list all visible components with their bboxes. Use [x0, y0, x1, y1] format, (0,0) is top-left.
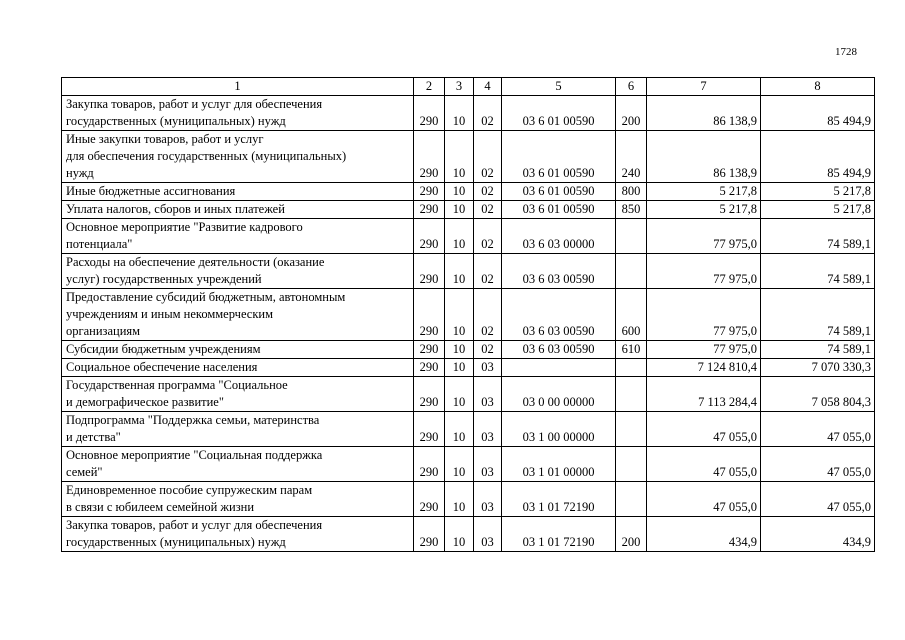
row-col-4: 03 [474, 447, 502, 482]
row-name: Расходы на обеспечение деятельности (оказание услуг) государственных учреждений [62, 254, 414, 289]
row-col-7: 86 138,9 [647, 96, 761, 131]
row-col-3: 10 [445, 359, 474, 377]
row-col-4: 02 [474, 131, 502, 183]
row-col-5: 03 1 01 00000 [502, 447, 616, 482]
row-col-2: 290 [414, 341, 445, 359]
row-name: Основное мероприятие "Развитие кадрового потенциала" [62, 219, 414, 254]
row-name: Уплата налогов, сборов и иных платежей [62, 201, 414, 219]
row-col-6: 200 [616, 96, 647, 131]
row-col-6: 600 [616, 289, 647, 341]
row-col-8: 5 217,8 [761, 201, 875, 219]
row-col-3: 10 [445, 131, 474, 183]
table-row [62, 377, 875, 412]
header-col-8: 8 [761, 78, 875, 96]
row-col-7: 77 975,0 [647, 341, 761, 359]
row-col-3: 10 [445, 517, 474, 552]
row-col-7: 77 975,0 [647, 254, 761, 289]
row-name: Социальное обеспечение населения [62, 359, 414, 377]
row-col-3: 10 [445, 219, 474, 254]
row-col-3: 10 [445, 201, 474, 219]
row-col-6: 800 [616, 183, 647, 201]
row-col-7: 47 055,0 [647, 412, 761, 447]
row-col-6: 200 [616, 517, 647, 552]
row-col-6 [616, 377, 647, 412]
row-col-4: 02 [474, 254, 502, 289]
row-col-6 [616, 447, 647, 482]
row-name: Закупка товаров, работ и услуг для обеспечения государственных (муниципальных) нужд [62, 96, 414, 131]
row-col-2: 290 [414, 131, 445, 183]
row-col-3: 10 [445, 482, 474, 517]
row-col-4: 03 [474, 517, 502, 552]
row-col-5: 03 6 03 00590 [502, 254, 616, 289]
row-col-4: 03 [474, 412, 502, 447]
row-name: Основное мероприятие "Социальная поддержка семей" [62, 447, 414, 482]
row-col-7: 434,9 [647, 517, 761, 552]
row-col-7: 47 055,0 [647, 447, 761, 482]
row-col-8: 7 070 330,3 [761, 359, 875, 377]
table-row [62, 289, 875, 341]
table-row [62, 131, 875, 183]
row-col-2: 290 [414, 289, 445, 341]
row-col-3: 10 [445, 254, 474, 289]
row-col-5: 03 0 00 00000 [502, 377, 616, 412]
row-col-5: 03 6 03 00590 [502, 289, 616, 341]
row-col-6: 850 [616, 201, 647, 219]
row-col-4: 03 [474, 377, 502, 412]
row-col-8: 47 055,0 [761, 482, 875, 517]
row-col-5: 03 6 01 00590 [502, 96, 616, 131]
header-col-4: 4 [474, 78, 502, 96]
row-col-2: 290 [414, 447, 445, 482]
row-name: Иные бюджетные ассигнования [62, 183, 414, 201]
row-col-5: 03 6 01 00590 [502, 131, 616, 183]
row-col-6 [616, 219, 647, 254]
row-col-3: 10 [445, 447, 474, 482]
row-col-5: 03 1 01 72190 [502, 482, 616, 517]
row-col-6 [616, 482, 647, 517]
row-col-4: 02 [474, 96, 502, 131]
row-col-3: 10 [445, 377, 474, 412]
row-col-4: 02 [474, 289, 502, 341]
row-col-6 [616, 254, 647, 289]
row-col-4: 02 [474, 201, 502, 219]
table-row [62, 219, 875, 254]
table-row [62, 254, 875, 289]
row-col-3: 10 [445, 183, 474, 201]
header-col-5: 5 [502, 78, 616, 96]
row-col-8: 47 055,0 [761, 412, 875, 447]
row-col-8: 74 589,1 [761, 254, 875, 289]
row-name: Подпрограмма "Поддержка семьи, материнства и детства" [62, 412, 414, 447]
table-row [62, 412, 875, 447]
row-col-8: 434,9 [761, 517, 875, 552]
row-col-8: 85 494,9 [761, 96, 875, 131]
table-row [62, 447, 875, 482]
table-row [62, 96, 875, 131]
row-col-6: 610 [616, 341, 647, 359]
row-col-6 [616, 359, 647, 377]
row-col-4: 02 [474, 183, 502, 201]
table-row [62, 517, 875, 552]
row-col-6 [616, 412, 647, 447]
header-col-6: 6 [616, 78, 647, 96]
row-col-5: 03 6 01 00590 [502, 183, 616, 201]
row-name: Единовременное пособие супружеским парам в связи с юбилеем семейной жизни [62, 482, 414, 517]
row-col-2: 290 [414, 96, 445, 131]
row-name: Государственная программа "Социальное и демографическое развитие" [62, 377, 414, 412]
row-name: Предоставление субсидий бюджетным, автономным учреждениям и иным некоммерческим организациям [62, 289, 414, 341]
row-col-2: 290 [414, 482, 445, 517]
table-row [62, 482, 875, 517]
row-col-2: 290 [414, 412, 445, 447]
row-col-7: 7 124 810,4 [647, 359, 761, 377]
row-col-2: 290 [414, 359, 445, 377]
row-name: Субсидии бюджетным учреждениям [62, 341, 414, 359]
row-col-4: 03 [474, 482, 502, 517]
row-col-8: 85 494,9 [761, 131, 875, 183]
row-col-5: 03 6 03 00000 [502, 219, 616, 254]
row-col-5: 03 6 03 00590 [502, 341, 616, 359]
row-col-2: 290 [414, 183, 445, 201]
table-row [62, 341, 875, 359]
header-row [62, 78, 875, 96]
row-name: Иные закупки товаров, работ и услуг для обеспечения государственных (муниципальных) нужд [62, 131, 414, 183]
row-col-4: 02 [474, 341, 502, 359]
header-col-3: 3 [445, 78, 474, 96]
row-col-5: 03 1 00 00000 [502, 412, 616, 447]
row-col-8: 47 055,0 [761, 447, 875, 482]
row-col-8: 5 217,8 [761, 183, 875, 201]
row-col-7: 77 975,0 [647, 219, 761, 254]
row-col-2: 290 [414, 201, 445, 219]
row-col-7: 5 217,8 [647, 183, 761, 201]
row-col-8: 74 589,1 [761, 289, 875, 341]
row-name: Закупка товаров, работ и услуг для обеспечения государственных (муниципальных) нужд [62, 517, 414, 552]
row-col-7: 77 975,0 [647, 289, 761, 341]
row-col-6: 240 [616, 131, 647, 183]
page-number: 1728 [835, 46, 857, 58]
row-col-2: 290 [414, 517, 445, 552]
row-col-7: 47 055,0 [647, 482, 761, 517]
table-row [62, 183, 875, 201]
row-col-7: 7 113 284,4 [647, 377, 761, 412]
row-col-7: 86 138,9 [647, 131, 761, 183]
row-col-4: 03 [474, 359, 502, 377]
header-col-7: 7 [647, 78, 761, 96]
row-col-7: 5 217,8 [647, 201, 761, 219]
row-col-3: 10 [445, 289, 474, 341]
row-col-5: 03 1 01 72190 [502, 517, 616, 552]
row-col-2: 290 [414, 254, 445, 289]
row-col-8: 74 589,1 [761, 341, 875, 359]
row-col-5 [502, 359, 616, 377]
row-col-3: 10 [445, 341, 474, 359]
row-col-4: 02 [474, 219, 502, 254]
header-col-2: 2 [414, 78, 445, 96]
row-col-8: 7 058 804,3 [761, 377, 875, 412]
row-col-2: 290 [414, 219, 445, 254]
row-col-2: 290 [414, 377, 445, 412]
row-col-3: 10 [445, 96, 474, 131]
row-col-8: 74 589,1 [761, 219, 875, 254]
table-row [62, 359, 875, 377]
row-col-3: 10 [445, 412, 474, 447]
header-col-1: 1 [62, 78, 414, 96]
row-col-5: 03 6 01 00590 [502, 201, 616, 219]
table-row [62, 201, 875, 219]
budget-table [61, 77, 875, 552]
